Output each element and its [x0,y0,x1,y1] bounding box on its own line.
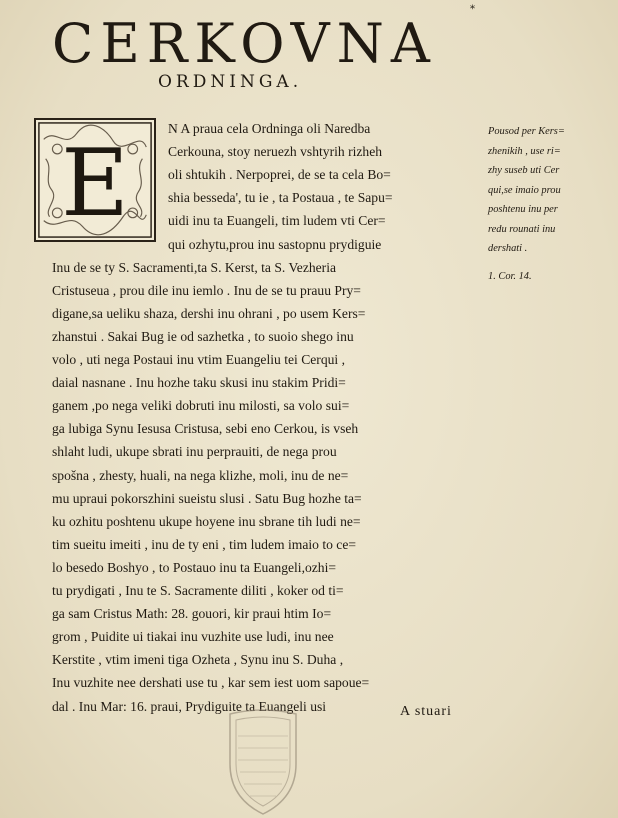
body-line: mu upraui pokorszhini sueistu slusi . Satu Bug hozhe ta= [52,490,362,506]
body-line: grom , Puidite ui tiakai inu vuzhite use ludi, inu nee [52,629,334,645]
body-line: oli shtukih . Nerpoprei, de se ta cela Bo= [168,167,391,183]
page-subtitle: ORDNINGA. [158,72,303,92]
margin-note-line: 1. Cor. 14. [488,270,532,282]
margin-note-line: zhenikih , use ri= [488,145,561,157]
folio-mark: * [470,4,475,15]
body-line: zhanstui . Sakai Bug ie od sazhetka , to suoio shego inu [52,328,354,344]
margin-note-line: zhy suseb uti Cer [488,165,560,176]
body-line: daial nasnane . Inu hozhe taku skusi inu stakim Pridi= [52,375,346,391]
body-line: digane,sa ueliku shaza, dershi inu ohrani , po usem Kers= [52,305,366,321]
body-line: volo , uti nega Postaui inu vtim Euangeliu tei Cerqui , [52,352,345,367]
page-title: CERKOVNA [52,12,437,75]
ornament-initial-icon [36,120,154,240]
body-line: lo besedo Boshyo , to Postauo inu ta Euangeli,ozhi= [52,559,337,575]
body-line: Inu de se ty S. Sacramenti,ta S. Kerst, ta S. Vezheria [52,259,337,275]
body-line: N A praua cela Ordninga oli Naredba [168,121,371,136]
body-line: uidi inu ta Euangeli, tim ludem vti Cer= [168,213,386,229]
catchword: A stuari [400,704,452,719]
margin-note-line: qui,se imaio prou [488,184,561,196]
shield-watermark-icon [224,706,302,816]
initial-letter: E [61,128,129,237]
body-line: shia besseda', tu ie , ta Postaua , te Sapu= [168,190,393,206]
margin-note-line: dershati . [488,243,528,254]
body-line: ganem ,po nega veliki dobruti inu milosti, sa volo sui= [52,398,350,414]
margin-note-line: poshtenu inu per [488,204,558,215]
body-line: dal . Inu Mar: 16. praui, Prydiguite ta Euangeli usi [52,698,327,714]
body-line: spošna , zhesty, huali, na nega klizhe, moli, inu de ne= [52,467,349,483]
margin-note-line: redu rounati inu [488,223,556,235]
body-line: Cristuseua , prou dile inu iemlo . Inu de se tu prauu Pry= [52,282,361,298]
margin-note-line: Pousod per Kers= [488,126,565,137]
body-line: ku ozhitu poshtenu ukupe hoyene inu sbrane tih ludi ne= [52,513,361,529]
body-line: qui ozhytu,prou inu sastopnu prydiguie [168,236,382,252]
body-line: Cerkouna, stoy neruezh vshtyrih rizheh [168,144,383,160]
body-line: Inu vuzhite nee dershati use tu , kar sem iest uom sapoue= [52,675,370,691]
decorated-initial-e [34,118,156,242]
body-line: tim sueitu imeiti , inu de ty eni , tim ludem imaio to ce= [52,536,357,552]
body-line: ga sam Cristus Math: 28. gouori, kir praui htim Io= [52,606,332,622]
body-line: Kerstite , vtim imeni tiga Ozheta , Synu inu S. Duha , [52,652,344,668]
body-line: tu prydigati , Inu te S. Sacramente diliti , koker od ti= [52,583,344,598]
body-line: ga lubiga Synu Iesusa Cristusa, sebi eno Cerkou, is vseh [52,421,359,437]
body-line: shlaht ludi, ukupe sbrati inu perprauiti, de nega prou [52,444,337,460]
